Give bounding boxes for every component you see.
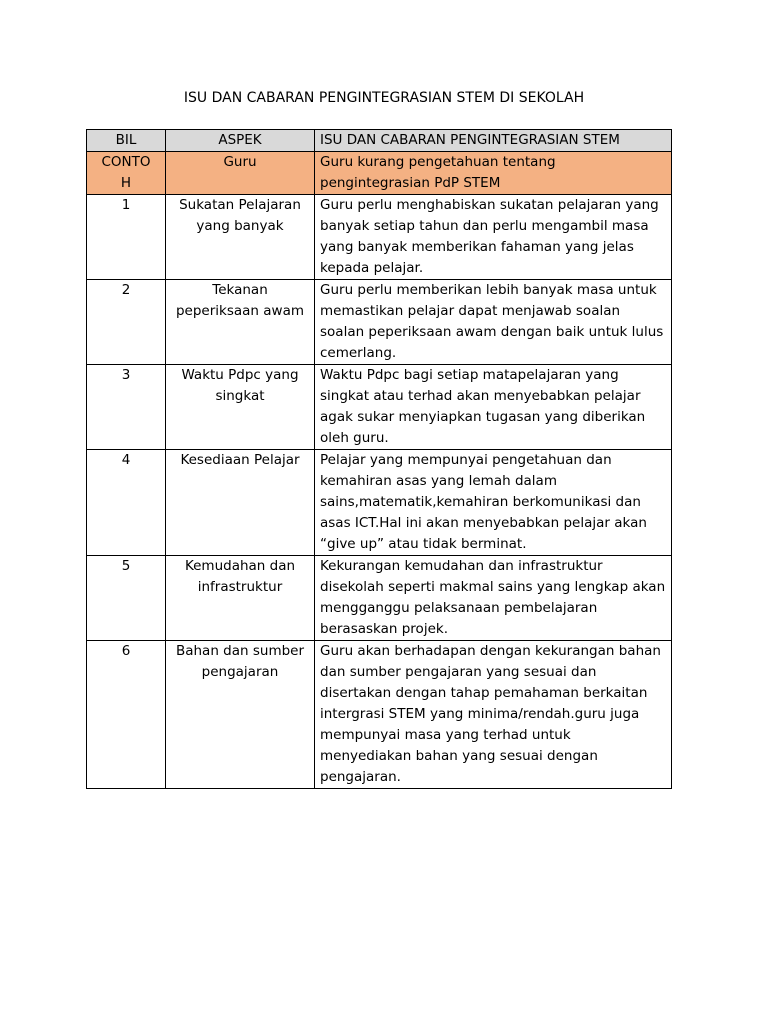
- row-bil-cell: 4: [87, 450, 166, 556]
- example-isu-cell: Guru kurang pengetahuan tentang pengintegrasian PdP STEM: [315, 152, 672, 195]
- table-row: [87, 195, 672, 280]
- header-isu: ISU DAN CABARAN PENGINTEGRASIAN STEM: [315, 130, 672, 152]
- row-bil-cell: 2: [87, 280, 166, 365]
- document-title: ISU DAN CABARAN PENGINTEGRASIAN STEM DI SEKOLAH: [183, 90, 585, 106]
- example-row: [87, 152, 672, 195]
- row-isu-cell: Guru akan berhadapan dengan kekurangan bahan dan sumber pengajaran yang sesuai dan disertakan dengan tahap pemahaman berkaitan intergrasi STEM yang minima/rendah.guru juga mempunyai masa yang terhad untuk menyediakan bahan yang sesuai dengan pengajaran.: [315, 641, 672, 789]
- header-aspek: ASPEK: [166, 130, 315, 152]
- row-bil-cell: 1: [87, 195, 166, 280]
- row-bil-cell: 3: [87, 365, 166, 450]
- example-aspek-cell: Guru: [166, 152, 315, 195]
- example-bil-cell: [87, 152, 166, 195]
- row-aspek-cell: Tekanan peperiksaan awam: [166, 280, 315, 365]
- row-isu-cell: Guru perlu memberikan lebih banyak masa untuk memastikan pelajar dapat menjawab soalan soalan peperiksaan awam dengan baik untuk lulus cemerlang.: [315, 280, 672, 365]
- table-row: [87, 450, 672, 556]
- table-header-row: [87, 130, 672, 152]
- table-row: [87, 365, 672, 450]
- table-row: [87, 280, 672, 365]
- table-row: [87, 641, 672, 789]
- row-aspek-cell: Kesediaan Pelajar: [166, 450, 315, 556]
- row-aspek-cell: Waktu Pdpc yang singkat: [166, 365, 315, 450]
- row-aspek-cell: Bahan dan sumber pengajaran: [166, 641, 315, 789]
- row-isu-cell: Guru perlu menghabiskan sukatan pelajaran yang banyak setiap tahun dan perlu mengambil masa yang banyak memberikan fahaman yang jelas kepada pelajar.: [315, 195, 672, 280]
- row-isu-cell: Kekurangan kemudahan dan infrastruktur disekolah seperti makmal sains yang lengkap akan mengganggu pelaksanaan pembelajaran berasaskan projek.: [315, 556, 672, 641]
- stem-issues-table: [86, 129, 672, 789]
- row-bil-cell: 5: [87, 556, 166, 641]
- row-aspek-cell: Kemudahan dan infrastruktur: [166, 556, 315, 641]
- table-row: [87, 556, 672, 641]
- row-aspek-cell: Sukatan Pelajaran yang banyak: [166, 195, 315, 280]
- example-bil-line1: CONTO: [101, 154, 151, 170]
- row-isu-cell: Waktu Pdpc bagi setiap matapelajaran yang singkat atau terhad akan menyebabkan pelajar agak sukar menyiapkan tugasan yang diberikan oleh guru.: [315, 365, 672, 450]
- row-isu-cell: Pelajar yang mempunyai pengetahuan dan kemahiran asas yang lemah dalam sains,matematik,kemahiran berkomunikasi dan asas ICT.Hal ini akan menyebabkan pelajar akan “give up” atau tidak berminat.: [315, 450, 672, 556]
- header-bil: BIL: [87, 130, 166, 152]
- row-bil-cell: 6: [87, 641, 166, 789]
- example-bil-line2: H: [120, 175, 132, 191]
